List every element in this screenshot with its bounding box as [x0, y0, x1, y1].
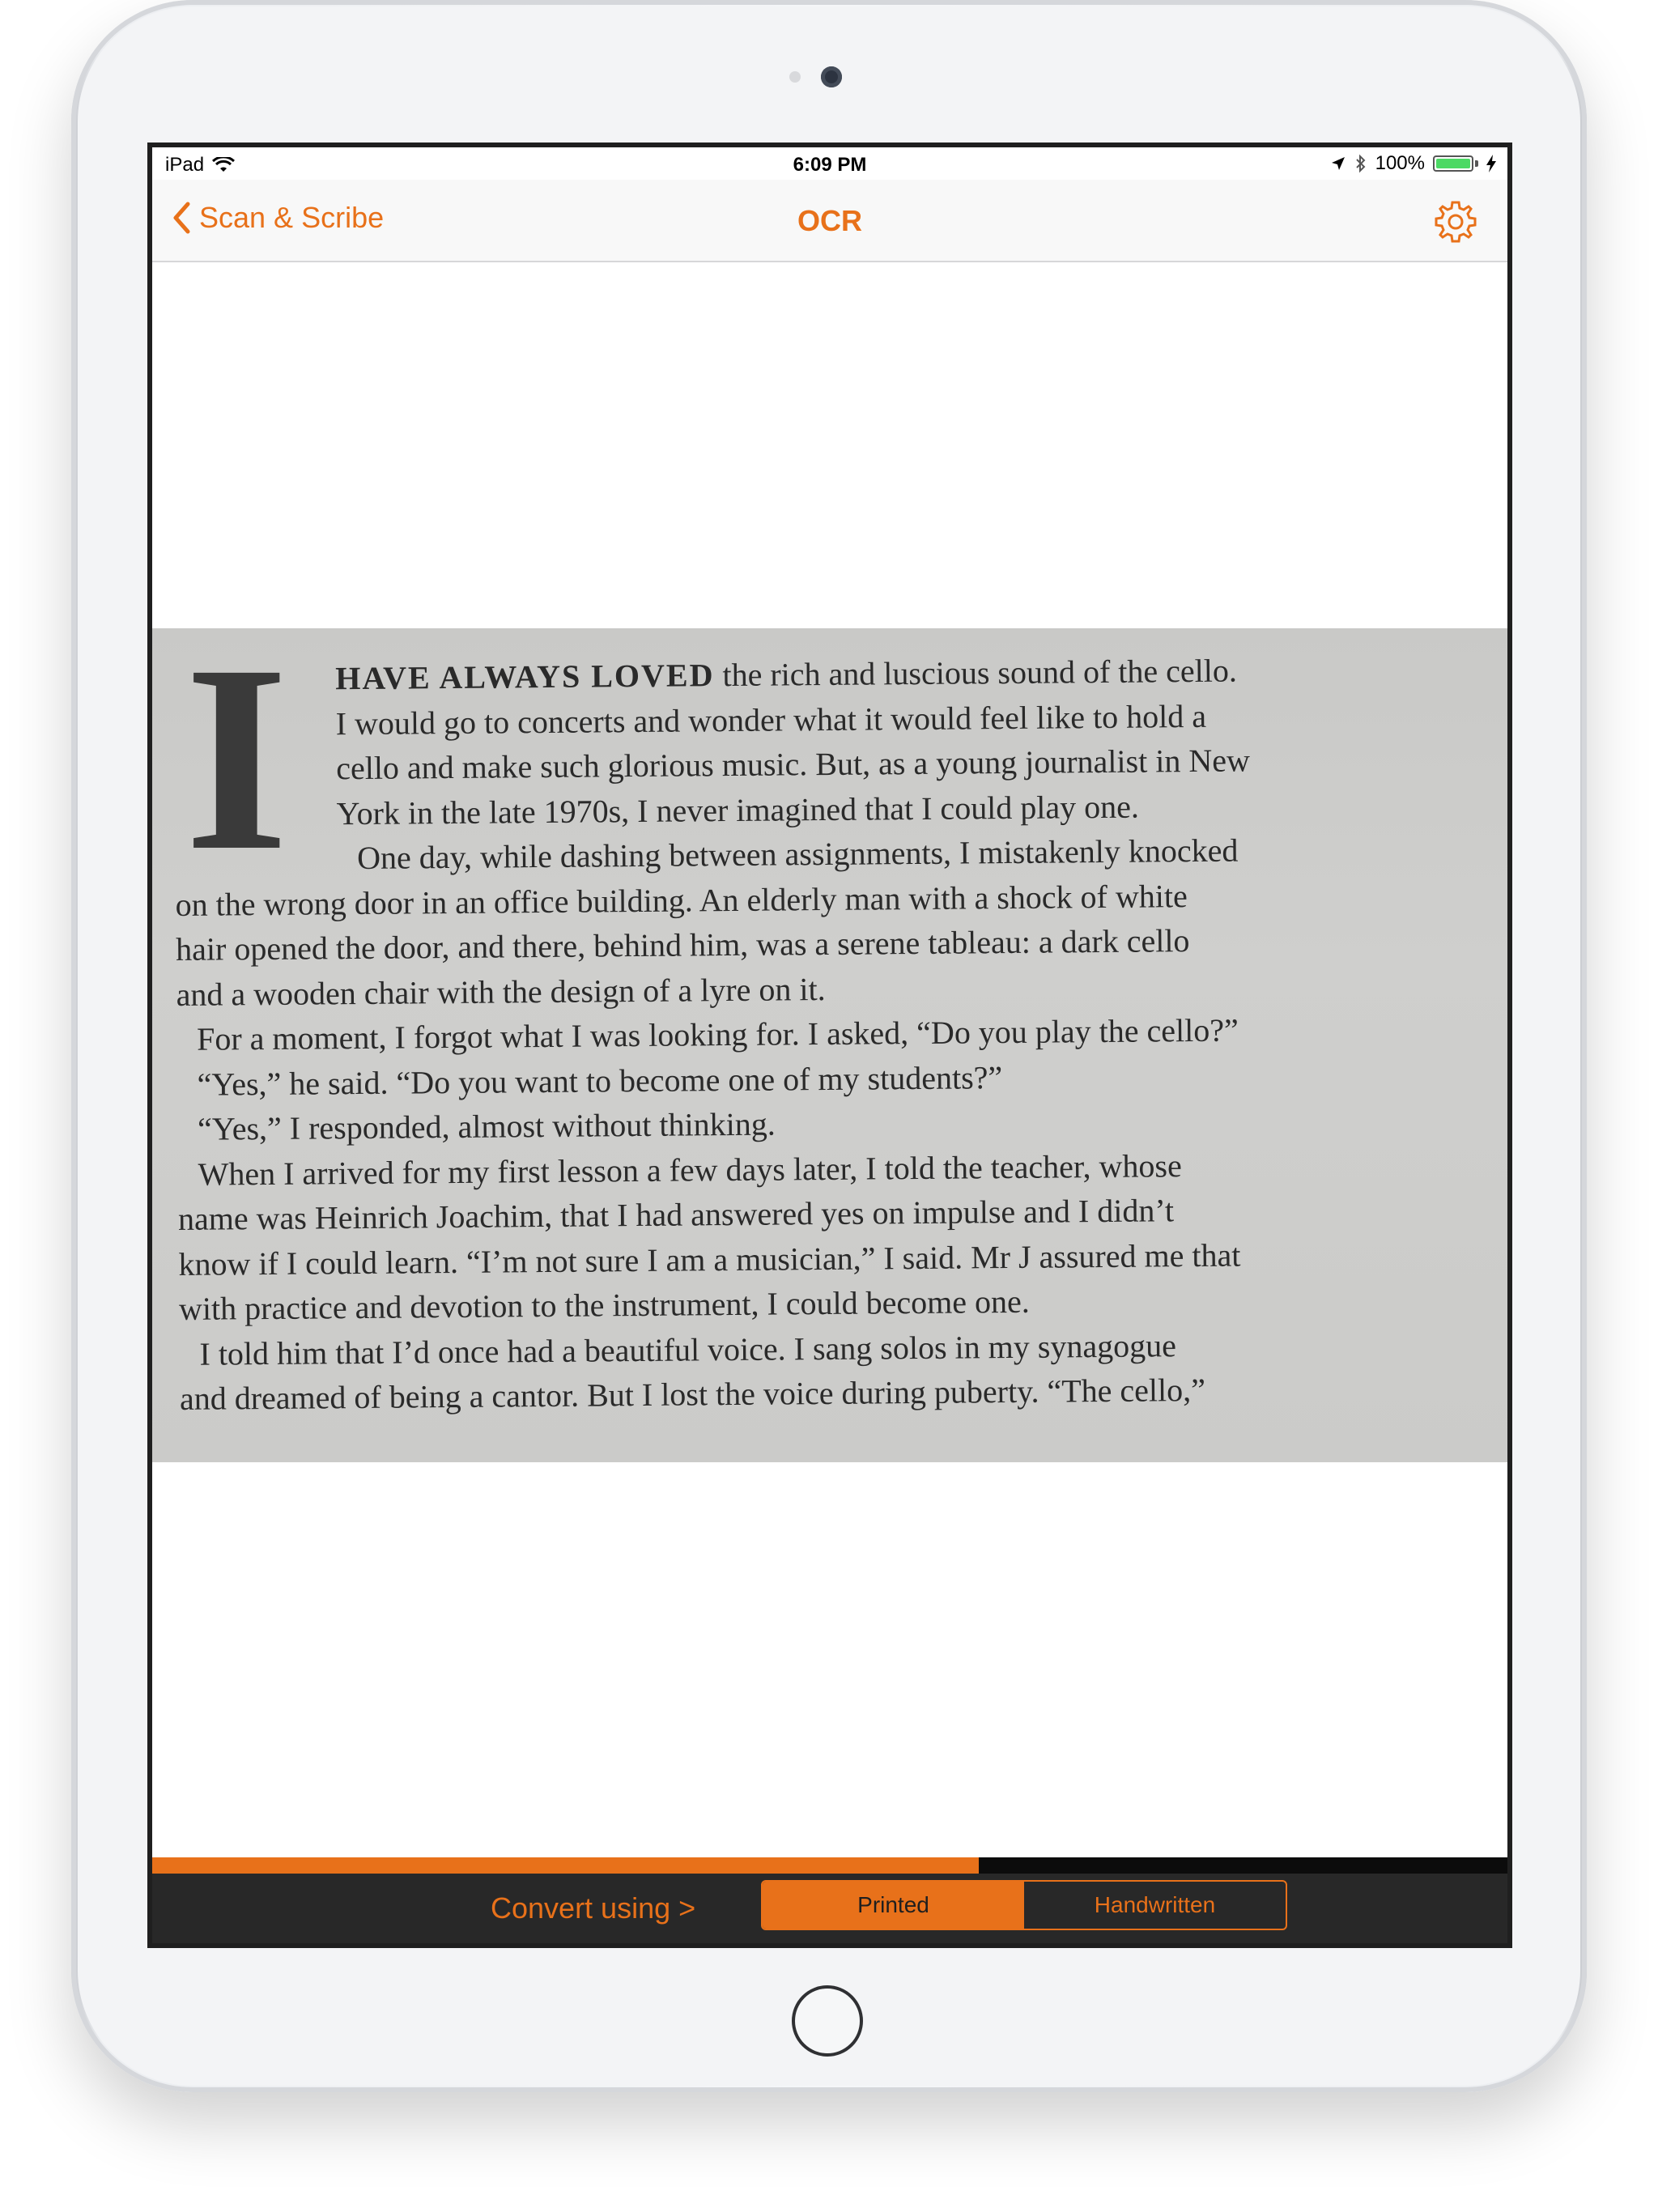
status-bar	[152, 147, 1507, 180]
page-title: OCR	[797, 204, 862, 237]
device-label: iPad	[165, 154, 205, 176]
scanned-text-line: York in the late 1970s, I never imagined that I could play one.	[336, 788, 1140, 832]
scanned-text-line: and dreamed of being a cantor. But I lost the voice during puberty. “The cello,”	[179, 1371, 1206, 1417]
gear-icon	[1431, 198, 1480, 246]
line-text: the rich and luscious sound of the cello.	[714, 652, 1238, 694]
progress-fill	[152, 1857, 979, 1874]
app-view	[152, 147, 1507, 1943]
small-caps-lead: HAVE ALWAYS LOVED	[335, 657, 715, 697]
segment-printed[interactable]: Printed	[763, 1882, 1024, 1929]
sensor-dot	[789, 71, 801, 83]
scanned-page-image	[152, 628, 1507, 1462]
front-camera	[821, 66, 842, 87]
scanned-text-line: When I arrived for my first lesson a few days later, I told the teacher, whose	[198, 1146, 1182, 1193]
scanned-text-line: One day, while dashing between assignments, I mistakenly knocked	[356, 832, 1239, 877]
status-right	[1330, 152, 1496, 175]
screen	[147, 143, 1512, 1948]
scanned-text-line: know if I could learn. “I’m not sure I am a musician,” I said. Mr J assured me that	[178, 1236, 1241, 1283]
scanned-text-line: name was Heinrich Joachim, that I had answered yes on impulse and I didn’t	[177, 1192, 1175, 1237]
scanned-text-line: and a wooden chair with the design of a lyre on it.	[176, 970, 826, 1013]
location-arrow-icon	[1330, 155, 1346, 172]
scanned-text-line: “Yes,” he said. “Do you want to become one of my students?”	[197, 1058, 1003, 1103]
scanned-text-line: I would go to concerts and wonder what it would feel like to hold a	[335, 697, 1207, 742]
back-label: Scan & Scribe	[199, 201, 385, 234]
charging-bolt-icon	[1486, 155, 1496, 172]
scanned-text-line: “Yes,” I responded, almost without thinking.	[197, 1105, 776, 1147]
bluetooth-icon	[1354, 154, 1367, 173]
battery-percent: 100%	[1375, 152, 1425, 174]
scanned-text-line: on the wrong door in an office building. An elderly man with a shock of white	[175, 877, 1188, 923]
battery-tip	[1475, 160, 1478, 167]
scanned-text-line: with practice and devotion to the instrument, I could become one.	[178, 1283, 1030, 1327]
status-time: 6:09 PM	[793, 154, 867, 176]
bottom-toolbar	[152, 1874, 1507, 1943]
scanned-text-line: cello and make such glorious music. But, as a young journalist in New	[336, 742, 1251, 787]
scanned-text-line: I told him that I’d once had a beautiful voice. I sang solos in my synagogue	[199, 1326, 1177, 1372]
navigation-bar	[152, 180, 1507, 262]
scanned-text	[173, 646, 1475, 1421]
convert-using-label: Convert using >	[491, 1891, 696, 1925]
settings-button[interactable]	[1431, 198, 1480, 250]
drop-cap-letter: I	[185, 628, 289, 906]
scanned-text-line: For a moment, I forgot what I was looking for. I asked, “Do you play the cello?”	[196, 1011, 1239, 1057]
recognition-mode-segmented-control	[761, 1880, 1287, 1930]
segment-handwritten[interactable]: Handwritten	[1094, 1892, 1216, 1917]
home-button[interactable]	[792, 1985, 863, 2057]
battery-icon	[1433, 155, 1473, 172]
progress-bar	[152, 1857, 1507, 1874]
scanned-text-line: hair opened the door, and there, behind him, was a serene tableau: a dark cello	[175, 922, 1190, 968]
